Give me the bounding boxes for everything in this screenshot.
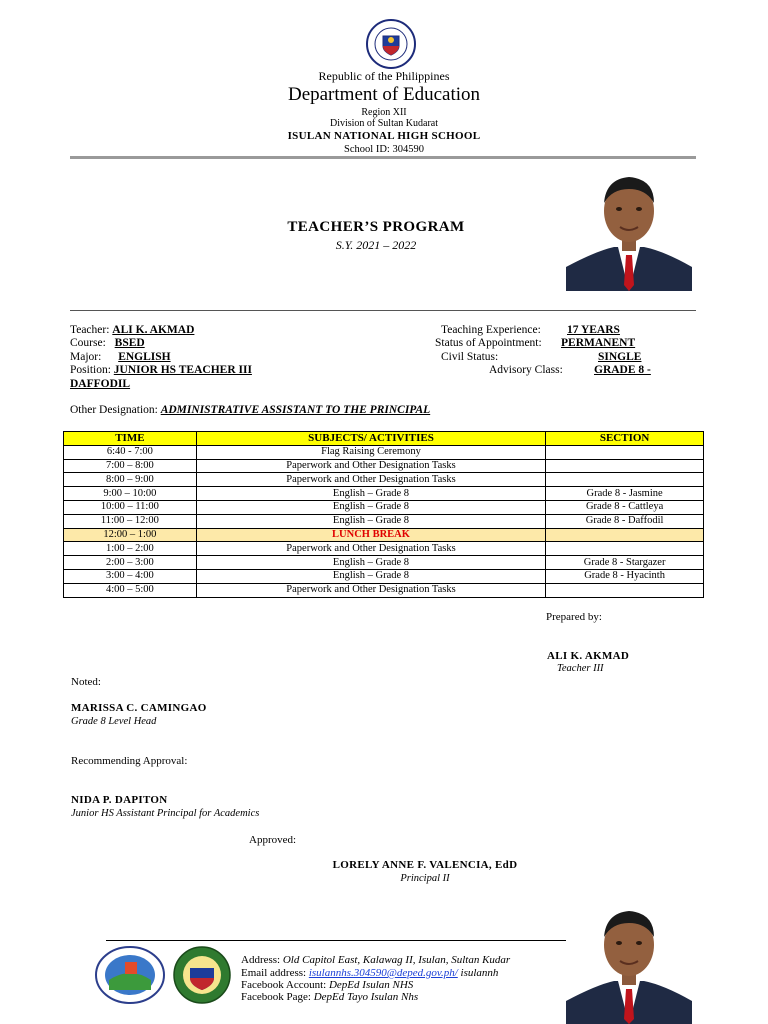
major-value: ENGLISH — [118, 351, 171, 363]
teacher-label: Teacher: — [70, 324, 110, 336]
region-label: Region XII — [361, 107, 407, 118]
prepared-by-position: Teacher III — [557, 663, 604, 674]
cell-section: Grade 8 - Daffodil — [546, 514, 704, 528]
experience-value: 17 YEARS — [567, 324, 620, 336]
prepared-by-label: Prepared by: — [546, 611, 602, 623]
cell-activity: Paperwork and Other Designation Tasks — [196, 473, 545, 487]
school-year: S.Y. 2021 – 2022 — [335, 238, 417, 252]
approved-label: Approved: — [249, 834, 297, 846]
recommending-label: Recommending Approval: — [71, 755, 188, 767]
program-title: TEACHER’S PROGRAM — [287, 219, 465, 235]
cell-time: 10:00 – 11:00 — [64, 500, 197, 514]
table-row — [64, 500, 704, 514]
appointment-label: Status of Appointment: — [435, 337, 542, 349]
cell-time: 6:40 - 7:00 — [64, 445, 197, 459]
footer-divider — [106, 940, 566, 941]
recommending-position: Junior HS Assistant Principal for Academics — [71, 808, 260, 819]
table-row — [64, 583, 704, 597]
course-row — [70, 337, 145, 349]
schedule-header-row — [64, 432, 704, 446]
cell-activity: LUNCH BREAK — [196, 528, 545, 542]
cell-time: 7:00 – 8:00 — [64, 459, 197, 473]
cell-section — [546, 542, 704, 556]
cell-section: Grade 8 - Cattleya — [546, 500, 704, 514]
schedule-table — [63, 431, 704, 598]
cell-time: 8:00 – 9:00 — [64, 473, 197, 487]
approved-position: Principal II — [400, 873, 450, 884]
cell-section: Grade 8 - Jasmine — [546, 487, 704, 501]
school-id: School ID: 304590 — [344, 144, 424, 155]
fb-page-value: DepEd Tayo Isulan Nhs — [313, 991, 419, 1003]
cell-activity: English – Grade 8 — [196, 556, 545, 570]
position-label: Position: — [70, 364, 111, 376]
cell-time: 11:00 – 12:00 — [64, 514, 197, 528]
footer-address — [241, 954, 510, 966]
deped-seal-logo — [366, 18, 416, 70]
advisory-value-cont: DAFFODIL — [70, 378, 131, 390]
cell-time: 3:00 – 4:00 — [64, 569, 197, 583]
cell-activity: Paperwork and Other Designation Tasks — [196, 542, 545, 556]
approved-name: LORELY ANNE F. VALENCIA, EdD — [332, 859, 518, 871]
noted-position: Grade 8 Level Head — [71, 716, 157, 727]
lunch-row — [64, 528, 704, 542]
school-name: ISULAN NATIONAL HIGH SCHOOL — [287, 130, 481, 142]
header-activities: SUBJECTS/ ACTIVITIES — [196, 432, 545, 446]
cell-activity: Paperwork and Other Designation Tasks — [196, 583, 545, 597]
cell-time: 12:00 – 1:00 — [64, 528, 197, 542]
table-row — [64, 487, 704, 501]
department-title: Department of Education — [287, 84, 481, 105]
cell-time: 2:00 – 3:00 — [64, 556, 197, 570]
cell-activity: English – Grade 8 — [196, 500, 545, 514]
division-label: Division of Sultan Kudarat — [329, 118, 439, 129]
cell-activity: Paperwork and Other Designation Tasks — [196, 459, 545, 473]
recommending-name: NIDA P. DAPITON — [71, 794, 168, 806]
prepared-by-name: ALI K. AKMAD — [547, 650, 630, 662]
other-designation-value: ADMINISTRATIVE ASSISTANT TO THE PRINCIPAL — [160, 404, 431, 416]
school-logo — [168, 946, 236, 1004]
footer-fb-page — [241, 991, 418, 1003]
major-label: Major: — [70, 351, 102, 363]
major-row — [70, 351, 171, 363]
cell-activity: English – Grade 8 — [196, 569, 545, 583]
noted-name: MARISSA C. CAMINGAO — [71, 702, 207, 714]
position-value: JUNIOR HS TEACHER III — [113, 364, 252, 376]
cell-time: 1:00 – 2:00 — [64, 542, 197, 556]
table-row — [64, 445, 704, 459]
course-label: Course: — [70, 337, 106, 349]
course-value: BSED — [114, 337, 145, 349]
table-row — [64, 514, 704, 528]
cell-activity: Flag Raising Ceremony — [196, 445, 545, 459]
cell-activity: English – Grade 8 — [196, 487, 545, 501]
fb-account-label: Facebook Account: — [241, 979, 327, 991]
title-divider — [70, 310, 696, 311]
other-designation-label: Other Designation: — [70, 404, 158, 416]
header-section: SECTION — [546, 432, 704, 446]
teacher-row — [70, 324, 194, 336]
header-divider — [70, 156, 696, 159]
header-time: TIME — [64, 432, 197, 446]
email-link[interactable]: isulannhs.304590@deped.gov.ph/ — [308, 967, 458, 979]
civil-status-value: SINGLE — [598, 351, 642, 363]
table-row — [64, 556, 704, 570]
address-label: Address: — [241, 954, 281, 966]
email-label: Email address: — [241, 967, 307, 979]
cell-section: Grade 8 - Hyacinth — [546, 569, 704, 583]
advisory-label: Advisory Class: — [489, 364, 563, 376]
table-row — [64, 459, 704, 473]
cell-time: 9:00 – 10:00 — [64, 487, 197, 501]
table-row — [64, 542, 704, 556]
footer-email — [241, 967, 498, 979]
teacher-photo-footer — [566, 897, 692, 1024]
experience-label: Teaching Experience: — [441, 324, 541, 336]
civil-status-label: Civil Status: — [441, 351, 499, 363]
cell-section — [546, 459, 704, 473]
cell-section: Grade 8 - Stargazer — [546, 556, 704, 570]
cell-section — [546, 473, 704, 487]
other-designation-row — [70, 404, 430, 416]
fb-page-label: Facebook Page: — [241, 991, 311, 1003]
cell-section — [546, 528, 704, 542]
cell-activity: English – Grade 8 — [196, 514, 545, 528]
advisory-value: GRADE 8 - — [594, 364, 651, 376]
division-logo — [95, 946, 165, 1004]
footer-fb-account — [241, 979, 413, 991]
appointment-value: PERMANENT — [561, 337, 636, 349]
table-row — [64, 473, 704, 487]
cell-section — [546, 445, 704, 459]
cell-section — [546, 583, 704, 597]
republic-label: Republic of the Philippines — [318, 69, 450, 83]
address-value: Old Capitol East, Kalawag II, Isulan, Sultan Kudar — [282, 954, 511, 966]
teacher-value: ALI K. AKMAD — [112, 324, 195, 336]
position-row — [70, 364, 252, 376]
table-row — [64, 569, 704, 583]
noted-label: Noted: — [71, 676, 101, 688]
fb-account-value: DepEd Isulan NHS — [328, 979, 414, 991]
email-extra: isulannh — [457, 967, 499, 979]
cell-time: 4:00 – 5:00 — [64, 583, 197, 597]
